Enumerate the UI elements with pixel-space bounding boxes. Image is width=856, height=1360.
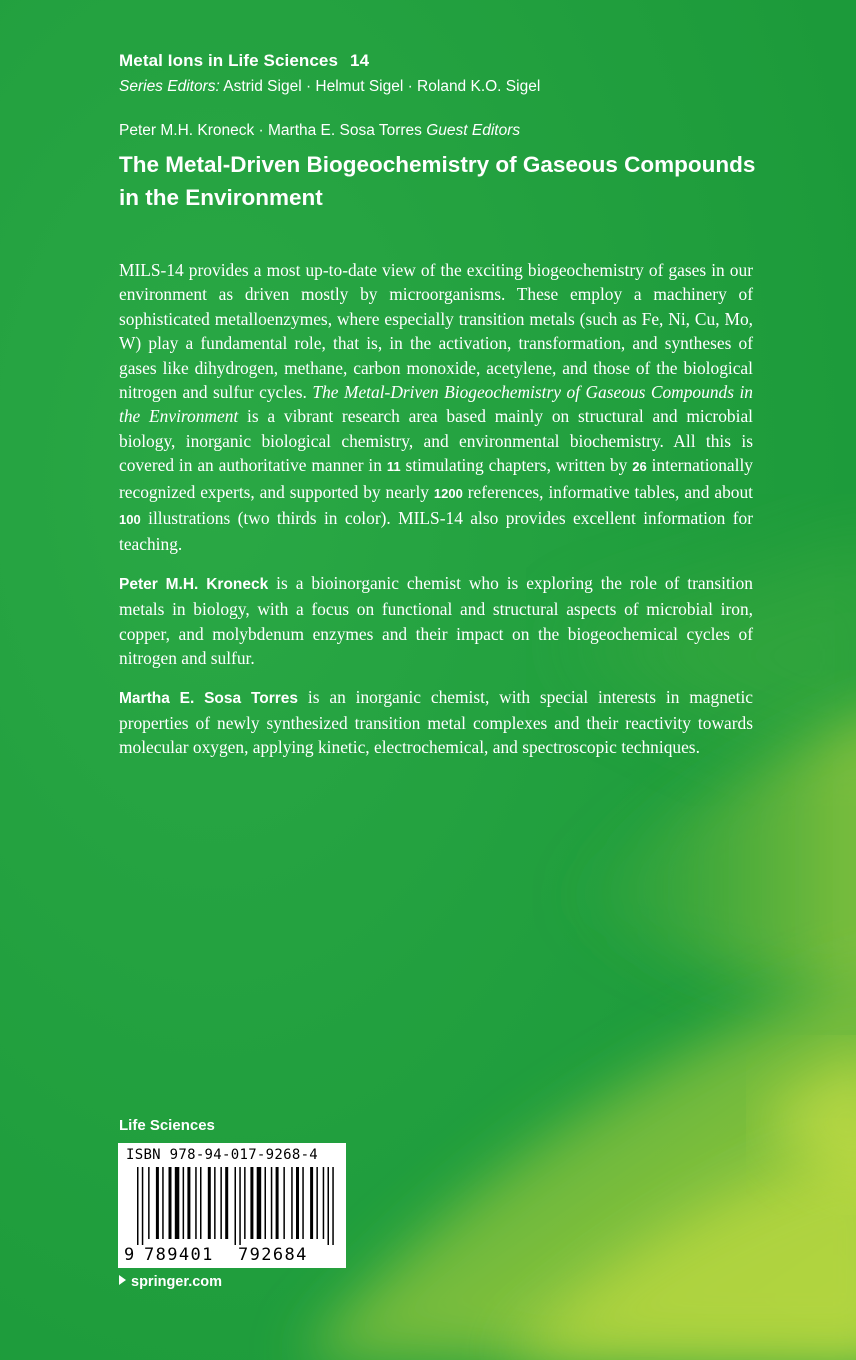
triangle-arrow-icon	[119, 1275, 126, 1285]
guest-editors	[119, 121, 520, 141]
barcode-bar	[183, 1167, 185, 1239]
barcode-bar	[271, 1167, 273, 1239]
barcode-bar	[310, 1167, 313, 1239]
barcode-bar	[162, 1167, 164, 1239]
guest-editors-names: Peter M.H. Kroneck · Martha E. Sosa Torres	[119, 122, 422, 139]
barcode-bar	[332, 1167, 334, 1245]
series-title	[119, 50, 819, 72]
barcode-bar	[265, 1167, 267, 1239]
bio-paragraph-kroneck: Peter M.H. Kroneck is a bioinorganic chemist who is exploring the role of transition metals in biology, with a focus on functional and structural aspects of microbial iron, copper, and molybdenum enzymes and their impact on the biogeochemical cycles of nitrogen and sulfur.	[119, 572, 753, 669]
barcode-bar	[214, 1167, 216, 1239]
series-name: Metal Ions in Life Sciences	[119, 51, 339, 70]
book-title-line-1: The Metal-Driven Biogeochemistry of Gaseous Compounds	[119, 152, 756, 177]
barcode-bar	[220, 1167, 222, 1239]
illustrations-count: 100	[119, 512, 141, 528]
barcode-bar	[225, 1167, 228, 1239]
publisher-website[interactable]	[119, 1274, 222, 1290]
website-url: springer.com	[131, 1274, 223, 1290]
bio-paragraph-sosa-torres: Martha E. Sosa Torres is an inorganic chemist, with special interests in magnetic properties of newly synthesized transition metal complexes and their reactivity towards molecular oxygen, applying kinetic, electrochemical, and spectroscopic techniques.	[119, 686, 753, 758]
series-volume: 14	[350, 51, 370, 70]
barcode-bar	[257, 1167, 262, 1239]
barcode-bar	[328, 1167, 330, 1245]
description-paragraph: MILS-14 provides a most up-to-date view of the exciting biogeochemistry of gases in our environment as driven mostly by microorganisms. These employ a machinery of sophisticated metalloenzymes, where especially transition metals (such as Fe, Ni, Cu, Mo, W) play a fundamental role, that is, in the activation, transformation, and syntheses of gases like dihydrogen, methane, carbon monoxide, acetylene, and those of the biological nitrogen and sulfur cycles. The Metal-Driven Biogeochemistry of Gaseous Compounds in the Environment is a vibrant research area based mainly on structural and microbial biology, inorganic biological chemistry, and environmental biochemistry. All this is covered in an authoritative manner in 11 stimulating chapters, written by 26 internationally recognized experts, and supported by nearly 1200 references, informative tables, and about 100 illustrations (two thirds in color). MILS-14 also provides excellent information for teaching.	[119, 260, 754, 555]
barcode-digits-left: 789401	[144, 1245, 214, 1265]
series-editors-names: Astrid Sigel · Helmut Sigel · Roland K.O. Sigel	[223, 78, 541, 95]
barcode-bar	[276, 1167, 279, 1239]
bio-name-kroneck: Peter M.H. Kroneck	[119, 575, 269, 593]
barcode-bar	[142, 1167, 144, 1245]
barcode-bar	[208, 1167, 211, 1239]
barcode-digits-right: 792684	[238, 1245, 308, 1265]
barcode-bar	[137, 1167, 139, 1245]
category-label: Life Sciences	[119, 1117, 215, 1134]
chapters-count: 11	[386, 459, 401, 475]
barcode-bar	[316, 1167, 318, 1239]
barcode-bar	[291, 1167, 293, 1239]
isbn-number: ISBN 978-94-017-9268-4	[126, 1147, 319, 1163]
barcode-bar	[187, 1167, 190, 1239]
series-header	[119, 50, 819, 98]
barcode-bar	[323, 1167, 325, 1239]
guest-editors-label: Guest Editors	[426, 122, 521, 139]
references-count: 1200	[433, 485, 463, 501]
italic-book-title: The Metal-Driven Biogeochemistry of Gaseous Compounds in the Environment	[119, 382, 753, 427]
book-title	[119, 148, 799, 214]
barcode-bar	[239, 1167, 241, 1245]
isbn-barcode	[118, 1143, 346, 1268]
book-title-line-2: in the Environment	[119, 185, 323, 210]
barcode-bar	[148, 1167, 150, 1239]
series-editors	[119, 76, 819, 98]
barcode-bar	[283, 1167, 285, 1239]
barcode-bar	[235, 1167, 237, 1245]
barcode-bar	[250, 1167, 253, 1239]
barcode-bar	[175, 1167, 180, 1239]
barcode-bar	[156, 1167, 159, 1239]
back-cover-text	[119, 258, 753, 774]
barcode-bar	[169, 1167, 172, 1239]
barcode-bar	[302, 1167, 304, 1239]
barcode-bar	[244, 1167, 246, 1239]
series-editors-label: Series Editors:	[119, 78, 220, 95]
barcode-bars	[125, 1167, 339, 1245]
barcode-bar	[195, 1167, 197, 1239]
barcode-bar	[296, 1167, 299, 1239]
barcode-bar	[200, 1167, 202, 1239]
barcode-digit-first: 9	[124, 1245, 135, 1265]
bio-name-sosa-torres: Martha E. Sosa Torres	[119, 689, 299, 707]
experts-count: 26	[632, 459, 647, 475]
